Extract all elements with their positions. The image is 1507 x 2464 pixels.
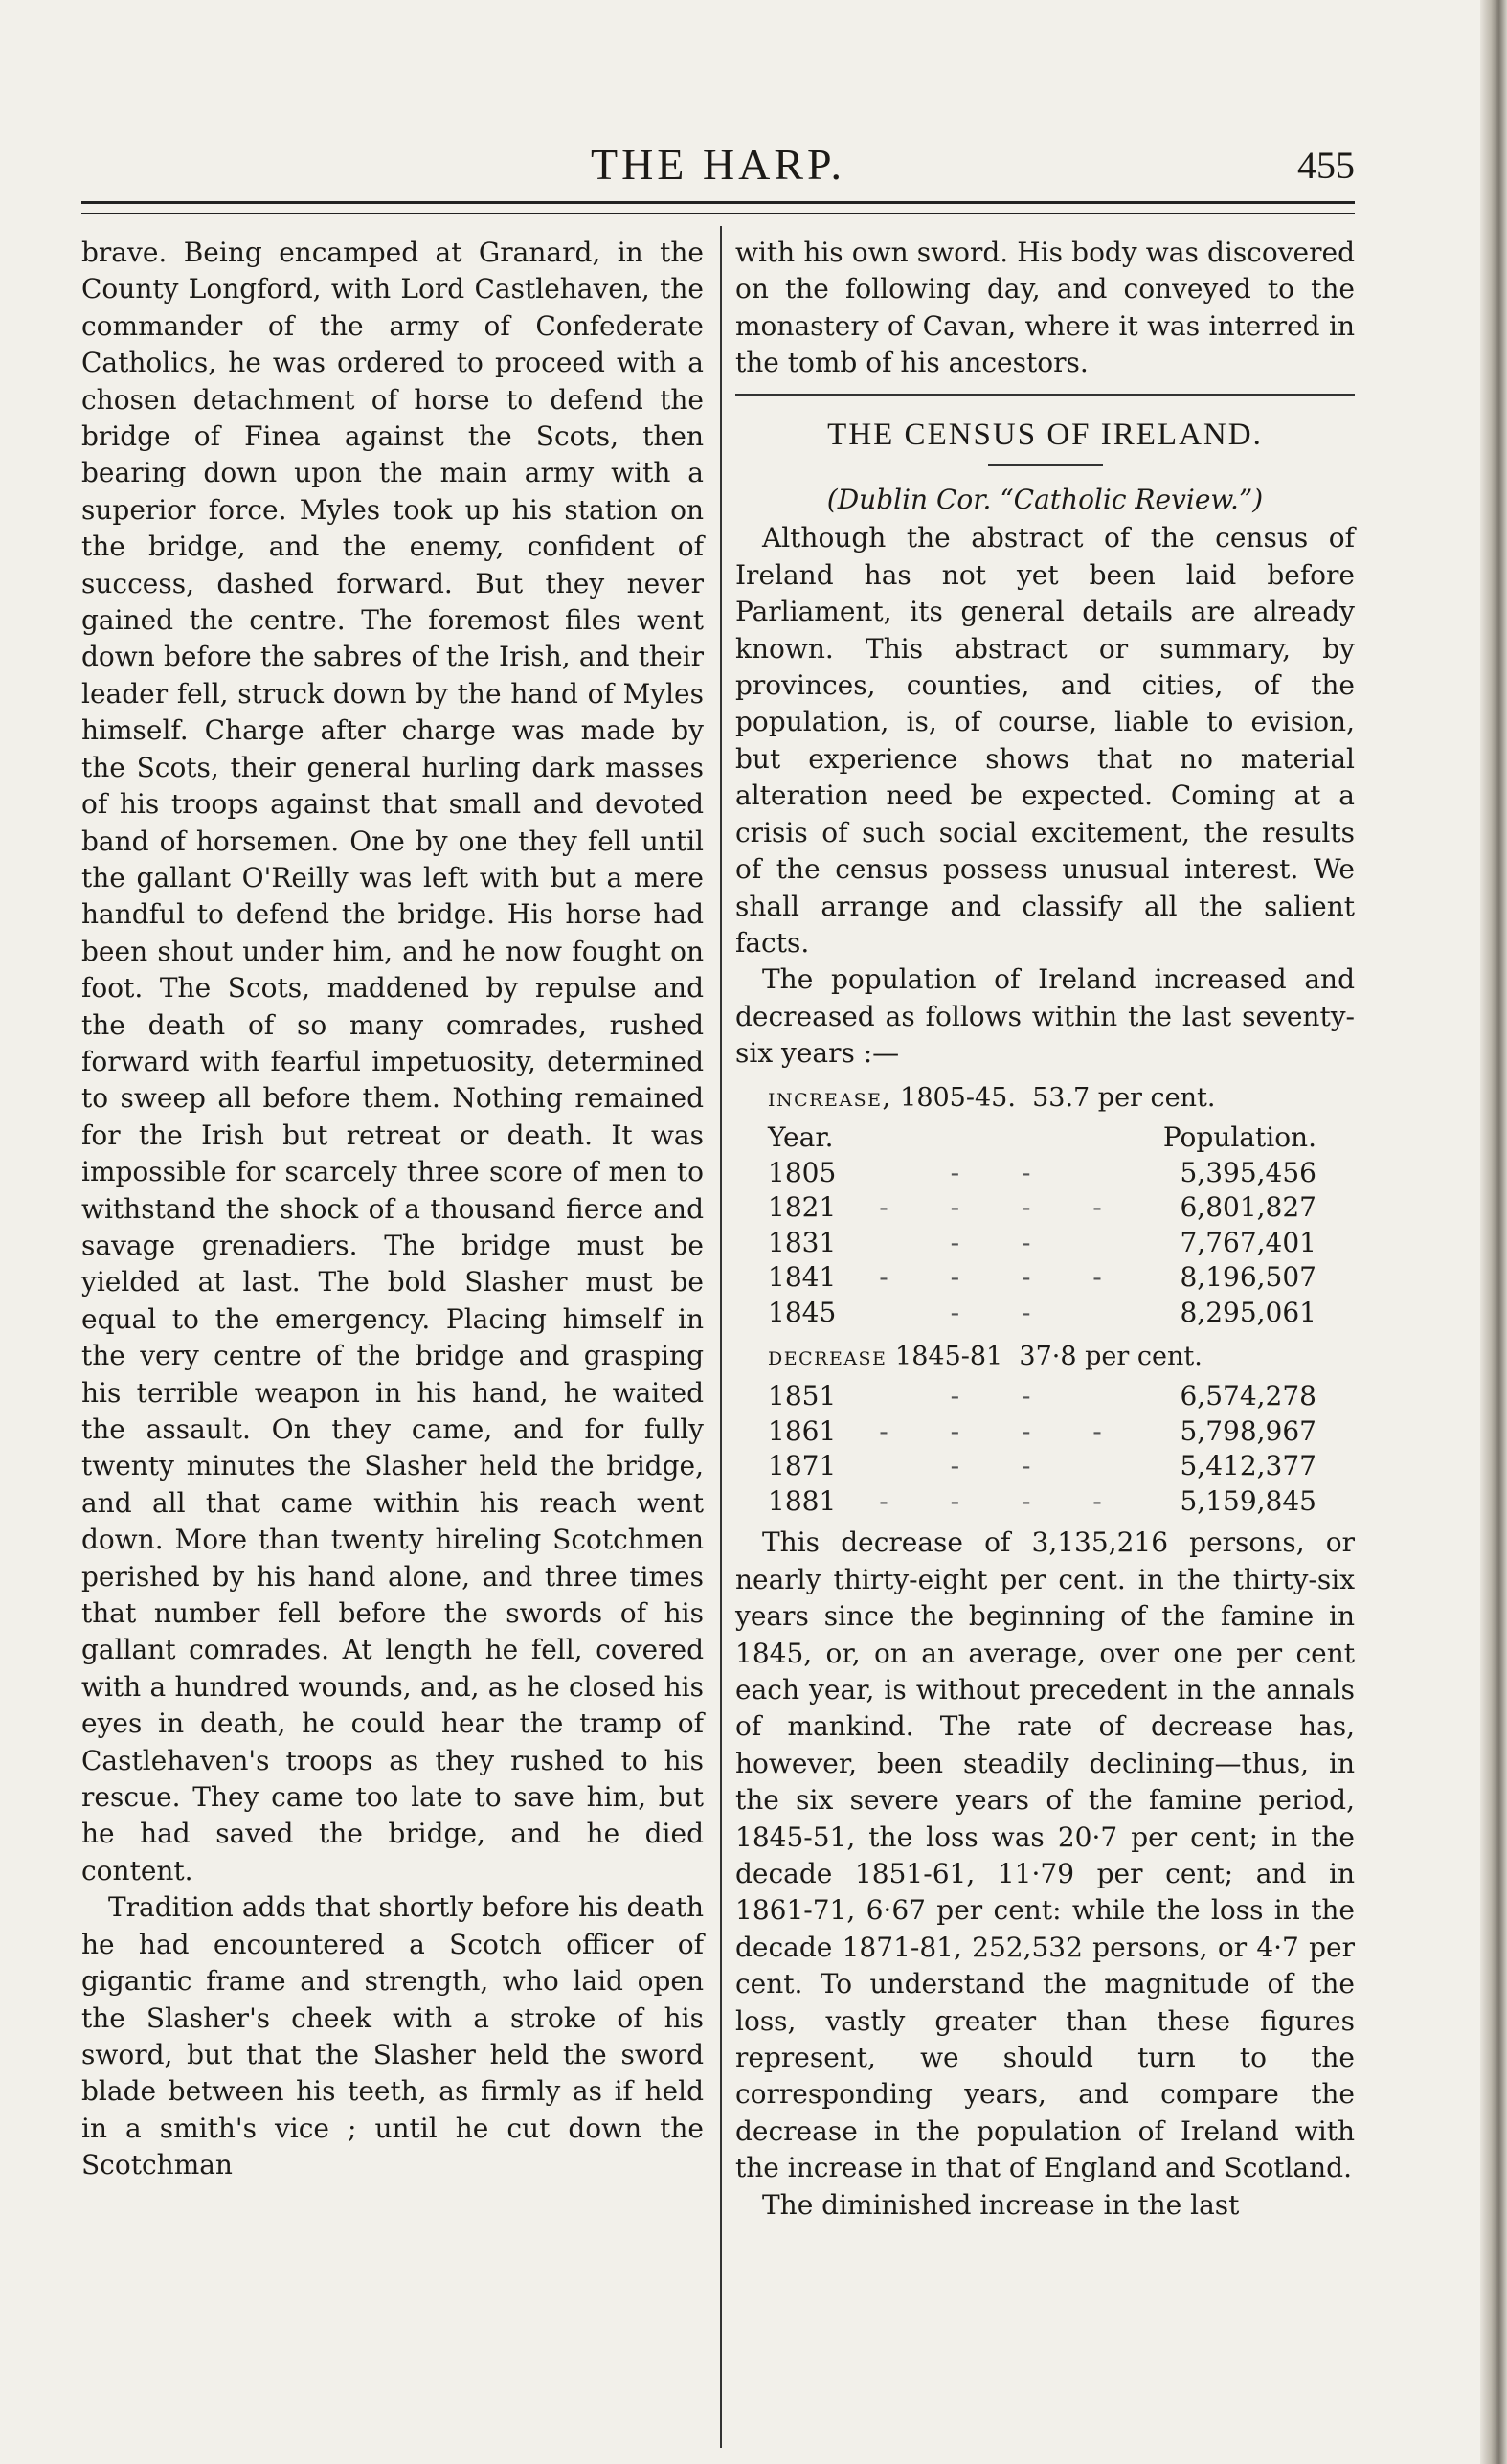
table-header-row	[735, 1120, 1355, 1156]
year-cell: 1851	[768, 1379, 837, 1412]
page-number: 455	[1297, 144, 1355, 187]
table-row	[735, 1379, 1355, 1414]
dot-leader: - -	[950, 1450, 1058, 1482]
year-cell: 1861	[768, 1414, 837, 1447]
article-paragraph: Although the abstract of the census of Ireland has not yet been laid before Parliament, its general details are already known. This abstract or summary, by provinces, counties, and cities, of the population, is, of course, liable to evision, but experience shows that no material alteration need be expected. Coming at a crisis of such social excitement, the results of the census possess unusual interest. We shall arrange and classify all the salient facts.	[735, 522, 1355, 959]
left-column	[81, 235, 704, 2184]
page-header	[81, 139, 1355, 196]
dot-leader: - - - -	[879, 1261, 1129, 1294]
population-cell: 5,798,967	[1180, 1414, 1316, 1447]
population-cell: 5,395,456	[1180, 1156, 1316, 1188]
article-paragraph: Tradition adds that shortly before his death he had encountered a Scotch officer of gigantic frame and strength, who laid open the Slasher's cheek with a stroke of his sword, but that the Slasher held the sword blade between his teeth, as firmly as if held in a smith's vice ; until he cut down the Scotchman	[81, 1891, 704, 2181]
table-row	[735, 1484, 1355, 1520]
table-row	[735, 1226, 1355, 1261]
table-row	[735, 1414, 1355, 1450]
population-cell: 6,574,278	[1180, 1379, 1316, 1412]
article-continuation: with his own sword. His body was discovered on the following day, and conveyed to the monastery of Cavan, where it was interred in the tomb of his ancestors.	[735, 237, 1355, 379]
population-cell: 7,767,401	[1180, 1226, 1316, 1258]
population-cell: 8,295,061	[1180, 1296, 1316, 1328]
increase-table	[735, 1120, 1355, 1331]
article-paragraph: The diminished increase in the last	[762, 2188, 1240, 2221]
dot-leader: - - - -	[879, 1484, 1129, 1517]
table-row	[735, 1296, 1355, 1331]
article-paragraph: This decrease of 3,135,216 persons, or nearly thirty-eight per cent. in the thirty-six years since the beginning of the famine in 1845, or, on an average, over one per cent each year, is without precedent in the annals of mankind. The rate of decrease has, however, been steadily declining—thus, in the six severe years of the famine period, 1845-51, the loss was 20·7 per cent; in the decade 1851-61, 11·79 per cent; and in 1861-71, 6·67 per cent: while the loss in the decade 1871-81, 252,532 persons, or 4·7 per cent. To understand the magnitude of the loss, vastly greater than these figures represent, we should turn to the corresponding years, and compare the decrease in the population of Ireland with the increase in that of England and Scotland.	[735, 1526, 1355, 2184]
year-cell: 1805	[768, 1156, 837, 1188]
dot-leader: - -	[950, 1296, 1058, 1328]
section-divider	[735, 394, 1355, 396]
year-cell: 1845	[768, 1296, 837, 1328]
decrease-label: decrease	[768, 1341, 888, 1371]
dot-leader: - -	[950, 1226, 1058, 1258]
year-cell: 1841	[768, 1261, 837, 1294]
year-header: Year.	[768, 1120, 834, 1153]
article-paragraph: brave. Being encamped at Granard, in the County Longford, with Lord Castlehaven, the commander of the army of Confederate Catholics, he was ordered to proceed with a chosen detachment of horse to defend the bridge of Finea against the Scots, then bearing down upon the main army with a superior force. Myles took up his station on the bridge, and the enemy, confident of success, dashed forward. But they never gained the centre. The foremost files went down before the sabres of the Irish, and their leader fell, struck down by the hand of Myles himself. Charge after charge was made by the Scots, their general hurling dark masses of his troops against that small and devoted band of horsemen. One by one they fell until the gallant O'Reilly was left with but a mere handful to defend the bridge. His horse had been shout under him, and he now fought on foot. The Scots, maddened by repulse and the death of so many comrades, rushed forward with fearful impetuosity, determined to sweep all before them. Nothing remained for the Irish but retreat or death. It was impossible for scarcely three score of men to withstand the shock of a thousand fierce and savage grenadiers. The bridge must be yielded at last. The bold Slasher must be equal to the emergency. Placing himself in the very centre of the bridge and grasping his terrible weapon in his hand, he waited the assault. On they came, and for fully twenty minutes the Slasher held the bridge, and all that came within his reach went down. More than twenty hireling Scotchmen perished by his hand alone, and three times that number fell before the swords of his gallant comrades. At length he fell, covered with a hundred wounds, and, as he closed his eyes in death, he could hear the tramp of Castlehaven's troops as they rushed to his rescue. They came too late to save him, but he had saved the bridge, and he died content.	[81, 237, 704, 1887]
decrease-rate: 37·8 per cent.	[1019, 1341, 1203, 1371]
decrease-heading	[735, 1339, 1355, 1375]
increase-period: 1805-45.	[900, 1082, 1016, 1113]
year-cell: 1831	[768, 1226, 837, 1258]
dot-leader: - - - -	[879, 1414, 1129, 1447]
population-header: Population.	[1162, 1120, 1316, 1153]
year-cell: 1871	[768, 1450, 837, 1482]
table-row	[735, 1156, 1355, 1191]
increase-heading	[735, 1080, 1355, 1117]
table-row	[735, 1449, 1355, 1484]
year-cell: 1881	[768, 1484, 837, 1517]
dot-leader: - - - -	[879, 1191, 1129, 1224]
dot-leader: - -	[950, 1379, 1058, 1412]
year-cell: 1821	[768, 1191, 837, 1224]
right-column	[735, 235, 1355, 2224]
title-underline	[988, 464, 1103, 466]
increase-label: increase,	[768, 1082, 892, 1113]
page-binding-edge	[1480, 0, 1507, 2464]
population-cell: 8,196,507	[1180, 1261, 1316, 1294]
increase-rate: 53.7 per cent.	[1032, 1082, 1216, 1113]
decrease-table	[735, 1379, 1355, 1519]
article-paragraph: The population of Ireland increased and decreased as follows within the last seventy-six years :—	[735, 963, 1355, 1070]
population-cell: 6,801,827	[1180, 1191, 1316, 1224]
table-row	[735, 1260, 1355, 1296]
column-divider	[720, 226, 722, 2448]
population-cell: 5,159,845	[1180, 1484, 1316, 1517]
byline: (Dublin Cor. “Catholic Review.”)	[826, 484, 1264, 516]
table-row	[735, 1190, 1355, 1226]
decrease-period: 1845-81	[895, 1341, 1003, 1371]
dot-leader: - -	[950, 1156, 1058, 1188]
section-title: THE CENSUS OF IRELAND.	[827, 417, 1263, 452]
population-cell: 5,412,377	[1180, 1450, 1316, 1482]
header-rule	[81, 201, 1355, 214]
running-title: THE HARP.	[590, 140, 846, 189]
